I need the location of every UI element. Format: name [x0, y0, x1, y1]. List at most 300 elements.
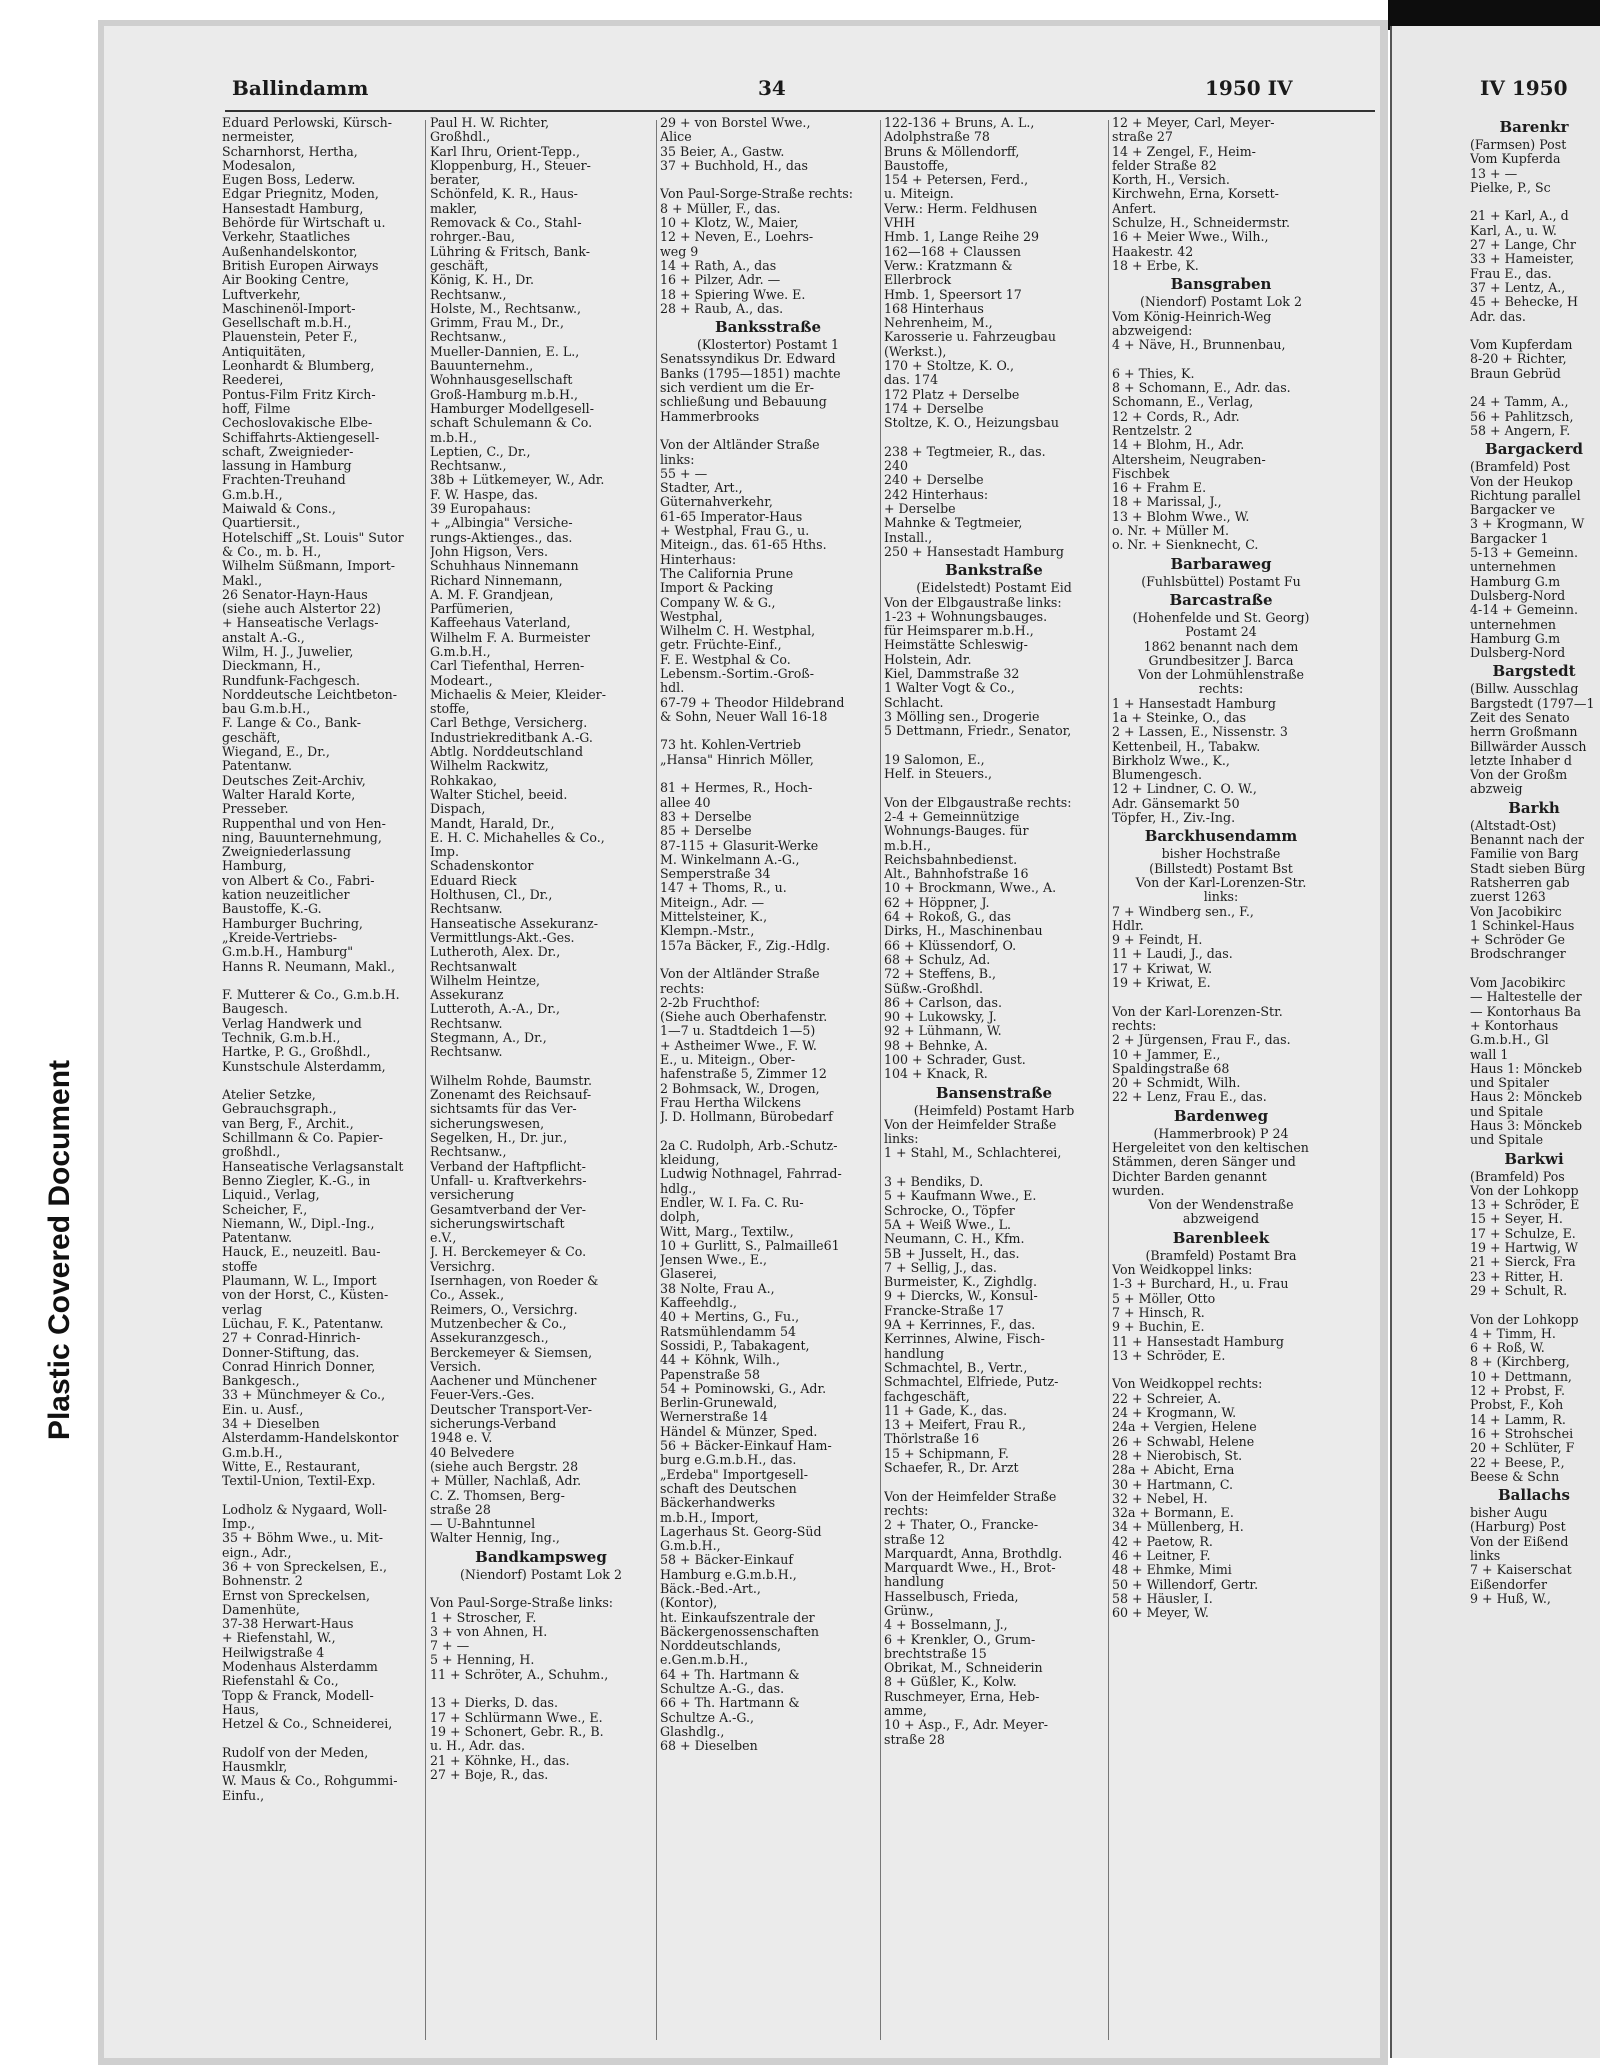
directory-entry-line: The California Prune: [660, 566, 794, 581]
directory-entry-line: 1 + Stroscher, F.: [430, 1610, 537, 1625]
directory-entry-line: [660, 953, 876, 967]
directory-entry-line: straße 28: [884, 1732, 945, 1747]
directory-entry-line: Eduard Perlowski, Kürsch-: [222, 116, 393, 130]
directory-entry-line: 1 + Stahl, M., Schlachterei,: [884, 1146, 1062, 1161]
directory-entry-line: 12 + Lindner, C. O. W.,: [1112, 782, 1257, 797]
directory-entry-line: F. E. Westphal & Co.: [660, 652, 791, 667]
directory-entry-line: [660, 424, 876, 438]
directory-entry-line: burg e.G.m.b.H., das.: [660, 1453, 797, 1468]
directory-entry-line: Von der Großm: [1470, 768, 1568, 783]
directory-entry-line: Von der Lohkopp: [1470, 1183, 1579, 1198]
street-heading: Bardenweg: [1173, 1106, 1269, 1125]
directory-entry-line: 2-2b Fruchthof:: [660, 995, 761, 1010]
directory-entry-line: Ratsherren gab: [1470, 875, 1570, 890]
directory-entry-line: 7 + Sellig, J., das.: [884, 1260, 997, 1275]
directory-entry-line: Walter Stichel, beeid.: [430, 787, 568, 802]
directory-entry-line: [660, 724, 876, 738]
directory-entry-line: hdlg.,: [660, 1181, 697, 1196]
directory-entry-line: 6 + Roß, W.: [1470, 1341, 1545, 1356]
directory-entry-line: Haus 1: Mönckeb: [1470, 1061, 1583, 1076]
directory-entry-line: 64 + Th. Hartmann &: [660, 1667, 800, 1682]
directory-entry-line: 48 + Ehmke, Mimi: [1112, 1563, 1232, 1578]
directory-entry-line: 33 + Hameister,: [1470, 252, 1575, 267]
directory-entry-line: Westphal,: [660, 609, 723, 624]
directory-entry-line: Heilwigstraße 4: [222, 1645, 325, 1660]
directory-entry-line: Jensen Wwe., E.,: [660, 1253, 768, 1268]
directory-entry-line: 10 + Asp., F., Adr. Meyer-: [884, 1718, 1048, 1733]
directory-entry-line: Hergeleitet von den keltischen: [1112, 1141, 1309, 1155]
street-heading: Bansenstraße: [935, 1083, 1053, 1102]
directory-entry-line: 37 + Lentz, A.,: [1470, 280, 1566, 295]
directory-entry-line: 83 + Derselbe: [660, 809, 752, 824]
directory-entry-line: Endler, W. I. Fa. C. Ru-: [660, 1195, 804, 1210]
directory-entry-line: Von der Elbgaustraße rechts:: [884, 795, 1072, 810]
directory-entry-line: [1470, 324, 1598, 338]
directory-entry-line: 10 + Gurlitt, S., Palmaille61: [660, 1238, 840, 1253]
directory-entry-line: 16 + Pilzer, Adr. —: [660, 273, 781, 288]
directory-entry-line: abzweig: [1470, 782, 1523, 797]
directory-entry-line: 90 + Lukowsky, J.: [884, 1010, 997, 1025]
directory-entry-line: unternehmen: [1470, 617, 1556, 632]
directory-entry-line: 40 + Mertins, G., Fu.,: [660, 1310, 800, 1325]
street-heading: Barbaraweg: [1170, 554, 1272, 573]
directory-entry-line: Modesalon,: [222, 158, 296, 173]
directory-entry-line: Lutheroth, Alex. Dr.,: [430, 945, 561, 960]
directory-entry-line: Außenhandelskontor,: [222, 244, 358, 259]
directory-entry-line: Wohnhausgesellschaft: [430, 373, 573, 388]
directory-entry-line: 3 + von Ahnen, H.: [430, 1624, 548, 1639]
directory-entry-line: 172 Platz + Derselbe: [884, 387, 1020, 402]
directory-entry-line: 1—7 u. Stadtdeich 1—5): [660, 1024, 816, 1039]
directory-entry-line: [1112, 352, 1330, 366]
directory-entry-line: wall 1: [1470, 1047, 1509, 1062]
directory-entry-line: hdl.: [660, 681, 685, 696]
directory-entry-line: G.m.b.H.,: [430, 644, 491, 659]
directory-entry-line: 122-136 + Bruns, A. L.,: [884, 116, 1035, 130]
directory-entry-line: 58 + Angern, F.: [1470, 423, 1571, 438]
directory-entry-line: 17 + Schulze, E.: [1470, 1226, 1576, 1241]
directory-entry-line: Mittelsteiner, K.,: [660, 910, 768, 925]
directory-entry-line: Lutteroth, A.-A., Dr.,: [430, 1002, 561, 1017]
directory-entry-line: 26 Senator-Hayn-Haus: [222, 587, 368, 602]
directory-entry-line: Benannt nach der: [1470, 833, 1584, 848]
directory-entry-line: Imp.,: [222, 1517, 255, 1532]
directory-entry-line: Holstein, Adr.: [884, 652, 972, 667]
directory-entry-line: unternehmen: [1470, 560, 1556, 575]
directory-entry-line: straße 28: [430, 1502, 491, 1517]
directory-entry-line: Bäckerhandwerks: [660, 1496, 776, 1511]
directory-entry-line: 250 + Hansestadt Hamburg: [884, 544, 1064, 559]
directory-entry-line: Stegmann, A., Dr.,: [430, 1031, 547, 1045]
directory-entry-line: 27 + Conrad-Hinrich-: [222, 1331, 361, 1346]
directory-entry-line: Lühring & Fritsch, Bank-: [430, 244, 591, 259]
directory-entry-line: 16 + Meier Wwe., Wilh.,: [1112, 230, 1269, 245]
street-heading: Barenkr: [1499, 118, 1569, 136]
directory-entry-line: Blumengesch.: [1112, 768, 1203, 783]
directory-entry-line: geschäft,: [430, 258, 489, 273]
directory-entry-line: 9 + Diercks, W., Konsul-: [884, 1289, 1038, 1304]
directory-entry-line: 14 + Lamm, R.: [1470, 1412, 1566, 1427]
directory-entry-line: schließung und Bebauung: [660, 395, 827, 410]
directory-entry-line: Mahnke & Tegtmeier,: [884, 516, 1023, 531]
directory-entry-line: Marquardt, Anna, Brothdlg.: [884, 1546, 1063, 1561]
directory-entry-line: Grimm, Frau M., Dr.,: [430, 316, 565, 331]
directory-entry-line: m.b.H.,: [430, 430, 477, 445]
directory-entry-line: Modenhaus Alsterdamm: [222, 1660, 378, 1675]
directory-entry-line: + Müller, Nachlaß, Adr.: [430, 1474, 582, 1489]
directory-entry-line: 238 + Tegtmeier, R., das.: [884, 444, 1046, 459]
directory-entry-line: u. H., Adr. das.: [430, 1739, 525, 1754]
directory-entry-line: M. Winkelmann A.-G.,: [660, 852, 800, 867]
directory-entry-line: (siehe auch Bergstr. 28: [430, 1459, 579, 1474]
directory-entry-line: Von Jacobikirc: [1470, 904, 1562, 919]
directory-entry-line: 1-23 + Wohnungsbauges.: [884, 609, 1048, 624]
directory-entry-line: 14 + Blohm, H., Adr.: [1112, 438, 1245, 453]
directory-entry-line: Ludwig Nothnagel, Fahrrad-: [660, 1167, 842, 1182]
directory-entry-line: Karl Ihru, Orient-Tepp.,: [430, 144, 580, 159]
street-heading: Barenbleek: [1172, 1228, 1270, 1247]
directory-entry-line: Reederei,: [222, 373, 284, 388]
directory-entry-line: Patentanw.: [222, 759, 293, 774]
directory-entry-line: 34 + Dieselben: [222, 1417, 320, 1432]
directory-entry-line: Leonhardt & Blumberg,: [222, 359, 375, 374]
directory-entry-line: 5 + Möller, Otto: [1112, 1291, 1216, 1306]
directory-entry-line: G.m.b.H.,: [222, 1445, 283, 1460]
directory-entry-line: 6 + Krenkler, O., Grum-: [884, 1632, 1036, 1647]
directory-entry-line: 5 Dettmann, Friedr., Senator,: [884, 724, 1072, 739]
directory-entry-line: Helf. in Steuers.,: [884, 767, 993, 782]
directory-entry-line: 29 + von Borstel Wwe.,: [660, 116, 811, 130]
directory-entry-line: allee 40: [660, 795, 711, 810]
directory-entry-line: Segelken, H., Dr. jur.,: [430, 1131, 568, 1146]
directory-entry-line: Scheicher, F.,: [222, 1202, 308, 1217]
directory-entry-line: Luftverkehr,: [222, 287, 301, 302]
directory-entry-line: rechts:: [1112, 1018, 1157, 1033]
directory-entry-line: Co., Assek.,: [430, 1288, 505, 1303]
directory-entry-line: Hasselbusch, Frieda,: [884, 1589, 1019, 1604]
directory-entry-line: Stadt sieben Bürg: [1470, 861, 1586, 876]
directory-entry-line: Altersheim, Neugraben-: [1112, 452, 1266, 467]
directory-entry-line: Frau Hertha Wilckens: [660, 1095, 802, 1110]
directory-entry-line: Verkehr, Staatliches: [222, 230, 351, 245]
directory-entry-line: herrn Großmann: [1470, 725, 1578, 740]
directory-entry-line: Eugen Boss, Lederw.: [222, 173, 356, 188]
directory-entry-line: nermeister,: [222, 130, 295, 145]
directory-entry-line: 92 + Lühmann, W.: [884, 1024, 1002, 1039]
directory-entry-line: Schomann, E., Verlag,: [1112, 395, 1254, 410]
directory-entry-line: Wilm, H. J., Juwelier,: [222, 644, 354, 659]
directory-entry-line: bau G.m.b.H.,: [222, 702, 311, 717]
directory-entry-line: VHH: [884, 216, 916, 231]
directory-entry-line: 56 + Bäcker-Einkauf Ham-: [660, 1439, 832, 1454]
directory-entry-line: Niemann, W., Dipl.-Ing.,: [222, 1216, 375, 1231]
directory-entry-line: Lüchau, F. K., Patentanw.: [222, 1316, 384, 1331]
directory-entry-line: [660, 767, 876, 781]
directory-entry-line: Hausmklr,: [222, 1760, 288, 1775]
column-divider: [1108, 120, 1109, 2040]
directory-entry-line: W. Maus & Co., Rohgummi-: [222, 1774, 398, 1789]
directory-entry-line: 61-65 Imperator-Haus: [660, 509, 803, 524]
directory-entry-line: J. H. Berckemeyer & Co.: [430, 1245, 587, 1260]
directory-entry-line: Rechtsanw.: [430, 1016, 503, 1031]
directory-entry-line: Parfümerien,: [430, 602, 514, 617]
directory-entry-line: Spaldingstraße 68: [1112, 1061, 1230, 1076]
directory-entry-line: Bäck.-Bed.-Art.,: [660, 1581, 761, 1596]
directory-entry-line: (Siehe auch Oberhafenstr.: [660, 1010, 828, 1025]
directory-entry-line: E. H. C. Michahelles & Co.,: [430, 830, 605, 845]
directory-entry-line: 100 + Schrader, Gust.: [884, 1053, 1026, 1067]
directory-entry-line: 154 + Petersen, Ferd.,: [884, 173, 1029, 188]
directory-entry-line: Deutsches Zeit-Archiv,: [222, 773, 366, 788]
directory-entry-line: & Co., m. b. H.,: [222, 544, 322, 559]
directory-entry-line: 9 + Huß, W.,: [1470, 1591, 1551, 1606]
directory-entry-line: Wilhelm C. H. Westphal,: [660, 624, 816, 639]
directory-entry-line: Vom Kupferda: [1470, 152, 1561, 167]
directory-entry-line: sichtsamts für das Ver-: [430, 1102, 577, 1117]
directory-entry-line: Unfall- u. Kraftverkehrs-: [430, 1173, 587, 1188]
directory-entry-line: Kiel, Dammstraße 32: [884, 666, 1020, 681]
directory-entry-line: 104 + Knack, R.: [884, 1067, 988, 1082]
directory-entry-line: e.Gen.m.b.H.,: [660, 1653, 749, 1668]
directory-entry-line: Removack & Co., Stahl-: [430, 216, 582, 231]
directory-entry-line: 62 + Höppner, J.: [884, 895, 990, 910]
header-rule: [225, 110, 1375, 112]
directory-entry-line: 28 + Nierobisch, St.: [1112, 1448, 1243, 1463]
directory-entry-line: Rechtsanw.: [430, 1045, 503, 1060]
directory-entry-line: (siehe auch Alstertor 22): [222, 602, 381, 617]
directory-entry-line: Rudolf von der Meden,: [222, 1745, 369, 1760]
directory-entry-line: Dispach,: [430, 802, 486, 817]
directory-entry-line: (Bramfeld) Post: [1470, 460, 1570, 475]
directory-entry-line: Technik, G.m.b.H.,: [222, 1031, 341, 1045]
directory-entry-line: Presseber.: [222, 802, 289, 817]
directory-entry-line: 32 + Nebel, H.: [1112, 1491, 1208, 1506]
directory-entry-line: Michaelis & Meier, Kleider-: [430, 687, 606, 702]
street-heading: Banksstraße: [714, 318, 822, 337]
directory-entry-line: Von der Eißend: [1470, 1534, 1569, 1549]
directory-entry-line: F. W. Haspe, das.: [430, 487, 539, 502]
directory-entry-line: 60 + Meyer, W.: [1112, 1606, 1209, 1621]
directory-entry-line: Schönfeld, K. R., Haus-: [430, 187, 578, 202]
directory-entry-line: Von der Altländer Straße: [660, 967, 820, 982]
directory-entry-line: [1470, 1298, 1598, 1312]
street-info-line: links:: [1203, 890, 1239, 905]
directory-entry-line: Cechoslovakische Elbe-: [222, 416, 373, 431]
directory-entry-line: Antiquitäten,: [222, 344, 306, 359]
directory-entry-line: für Heimsparer m.b.H.,: [884, 624, 1034, 639]
street-heading: Barckhusendamm: [1144, 827, 1298, 846]
directory-entry-line: 147 + Thoms, R., u.: [660, 881, 787, 896]
directory-entry-line: Semperstraße 34: [660, 867, 771, 882]
directory-entry-line: Papenstraße 58: [660, 1367, 760, 1382]
directory-entry-line: (Billw. Ausschlag: [1470, 682, 1579, 697]
directory-entry-line: Atelier Setzke,: [222, 1088, 316, 1103]
directory-entry-line: 18 + Erbe, K.: [1112, 258, 1199, 273]
directory-entry-line: Rohkakao,: [430, 773, 498, 788]
directory-entry-line: Alice: [660, 130, 692, 145]
directory-entry-line: 13 + Blohm Wwe., W.: [1112, 509, 1250, 524]
directory-entry-line: Baustoffe,: [884, 158, 949, 173]
directory-entry-line: m.b.H.,: [884, 838, 931, 853]
directory-entry-line: 58 + Bäcker-Einkauf: [660, 1553, 794, 1568]
directory-entry-line: 12 + Neven, E., Loehrs-: [660, 230, 814, 245]
directory-entry-line: Verw.: Kratzmann &: [884, 258, 1013, 273]
directory-entry-line: 21 + Karl, A., d: [1470, 209, 1569, 224]
directory-entry-line: Hanseatische Verlagsanstalt: [222, 1159, 404, 1174]
directory-entry-line: Schaefer, R., Dr. Arzt: [884, 1461, 1019, 1476]
street-heading: Bansgraben: [1170, 275, 1272, 294]
directory-entry-line: Heimstätte Schleswig-: [884, 638, 1028, 653]
directory-entry-line: + Kontorhaus: [1470, 1018, 1559, 1033]
directory-entry-line: Hmb. 1, Lange Reihe 29: [884, 230, 1040, 245]
directory-entry-line: [430, 1682, 652, 1696]
directory-entry-line: 64 + Rokoß, G., das: [884, 910, 1011, 925]
directory-entry-line: Töpfer, H., Ziv.-Ing.: [1112, 811, 1236, 826]
directory-entry-line: 1948 e. V.: [430, 1431, 493, 1446]
directory-entry-line: + Westphal, Frau G., u.: [660, 524, 810, 539]
directory-entry-line: Karosserie u. Fahrzeugbau: [884, 330, 1056, 345]
directory-entry-line: straße 12: [884, 1532, 945, 1547]
directory-entry-line: Conrad Hinrich Donner,: [222, 1359, 376, 1374]
directory-entry-line: sicherungswirtschaft: [430, 1216, 565, 1231]
directory-entry-line: (Werkst.),: [884, 344, 947, 359]
directory-entry-line: Haus 2: Mönckeb: [1470, 1090, 1583, 1105]
directory-entry-line: Kunstschule Alsterdamm,: [222, 1059, 386, 1074]
directory-entry-line: Rechtsanwalt: [430, 959, 517, 974]
directory-entry-line: 157a Bäcker, F., Zig.-Hdlg.: [660, 938, 831, 953]
directory-entry-line: ht. Einkaufszentrale der: [660, 1610, 815, 1625]
directory-entry-line: Scharnhorst, Hertha,: [222, 144, 358, 159]
directory-entry-line: Company W. & G.,: [660, 595, 776, 610]
directory-entry-line: J. D. Hollmann, Bürobedarf: [660, 1110, 833, 1125]
directory-entry-line: 38 Nolte, Frau A.,: [660, 1281, 775, 1296]
directory-entry-line: Reichsbahnbedienst.: [884, 852, 1018, 867]
directory-entry-line: Holthusen, Cl., Dr.,: [430, 888, 553, 903]
directory-entry-line: Grünw.,: [884, 1603, 934, 1618]
directory-entry-line: Vom Jacobikirc: [1470, 976, 1566, 991]
directory-entry-line: (Bramfeld) Pos: [1470, 1169, 1565, 1184]
directory-entry-line: Familie von Barg: [1470, 847, 1579, 862]
directory-entry-line: Berckemeyer & Siemsen,: [430, 1345, 593, 1360]
street-info-line: Von der Karl-Lorenzen-Str.: [1135, 875, 1307, 890]
directory-entry-line: Hotelschiff „St. Louis" Sutor: [222, 530, 404, 545]
directory-entry-line: 21 + Köhnke, H., das.: [430, 1753, 570, 1768]
directory-entry-line: Glaserei,: [660, 1267, 718, 1282]
directory-entry-line: Obrikat, M., Schneiderin: [884, 1661, 1043, 1676]
street-info-line: (Hammerbrook) P 24: [1153, 1126, 1289, 1141]
directory-entry-line: schaft Schulemann & Co.: [430, 416, 593, 431]
directory-entry-line: [222, 974, 422, 988]
directory-entry-line: handlung: [884, 1575, 945, 1590]
directory-entry-line: 54 + Pominowski, G., Adr.: [660, 1381, 827, 1396]
directory-entry-line: Adr. Gänsemarkt 50: [1112, 796, 1240, 811]
directory-entry-line: und Spitaler: [1470, 1076, 1550, 1091]
directory-entry-line: sicherungswesen,: [430, 1116, 545, 1131]
directory-entry-line: Alt., Bahnhofstraße 16: [884, 867, 1029, 882]
directory-entry-line: Industriekreditbank A.-G.: [430, 730, 593, 745]
directory-entry-line: Lebensm.-Sortim.-Groß-: [660, 666, 814, 681]
directory-entry-line: 22 + Beese, P.,: [1470, 1455, 1565, 1470]
directory-entry-line: 19 + Schonert, Gebr. R., B.: [430, 1724, 604, 1739]
directory-entry-line: Kloppenburg, H., Steuer-: [430, 158, 591, 173]
directory-entry-line: Groß-Hamburg m.b.H.,: [430, 387, 579, 402]
directory-entry-line: brechtstraße 15: [884, 1646, 987, 1661]
directory-entry-line: kation neuzeitlicher: [222, 888, 350, 903]
directory-entry-line: 45 + Behecke, H: [1470, 295, 1578, 310]
street-info-line: (Heimfeld) Postamt Harb: [913, 1103, 1075, 1118]
directory-entry-line: Carl Tiefenthal, Herren-: [430, 659, 585, 674]
directory-entry-line: 4 + Näve, H., Brunnenbau,: [1112, 338, 1286, 353]
directory-entry-line: kleidung,: [660, 1153, 720, 1168]
street-info-line: Grundbesitzer J. Barca: [1148, 653, 1294, 668]
directory-entry-line: letzte Inhaber d: [1470, 753, 1572, 768]
directory-entry-line: versicherung: [430, 1188, 514, 1203]
directory-entry-line: 30 + Hartmann, C.: [1112, 1477, 1234, 1492]
street-info-line: rechts:: [1198, 682, 1244, 697]
directory-entry-line: 9 + Buchin, E.: [1112, 1320, 1205, 1335]
directory-entry-line: + Astheimer Wwe., F. W.: [660, 1038, 817, 1053]
directory-entry-line: Alsterdamm-Handelskontor: [222, 1431, 399, 1446]
directory-entry-line: 42 + Paetow, R.: [1112, 1534, 1213, 1549]
directory-entry-line: lassung in Hamburg: [222, 459, 352, 474]
directory-entry-line: 29 + Schult, R.: [1470, 1283, 1568, 1298]
directory-entry-line: Bankgesch.,: [222, 1374, 300, 1389]
directory-entry-line: Plaumann, W. L., Import: [222, 1274, 377, 1289]
directory-entry-line: Von Weidkoppel rechts:: [1112, 1377, 1263, 1392]
directory-entry-line: 68 + Dieselben: [660, 1739, 758, 1754]
directory-entry-line: Pielke, P., Sc: [1470, 180, 1551, 195]
directory-entry-line: rechts:: [660, 981, 705, 996]
directory-entry-line: „Hansa" Hinrich Möller,: [660, 752, 814, 767]
directory-entry-line: links:: [884, 1132, 919, 1147]
directory-entry-line: 24 + Krogmann, W.: [1112, 1406, 1237, 1421]
year-volume: 1950 IV: [1205, 76, 1293, 100]
directory-entry-line: felder Straße 82: [1112, 158, 1217, 173]
directory-entry-line: Imp.: [430, 845, 459, 860]
directory-entry-line: Burmeister, K., Zighdlg.: [884, 1275, 1037, 1290]
directory-entry-line: 9A + Kerrinnes, F., das.: [884, 1318, 1036, 1333]
street-info-line: (Bramfeld) Postamt Bra: [1145, 1248, 1297, 1263]
directory-entry-line: 56 + Pahlitzsch,: [1470, 409, 1574, 424]
directory-entry-line: G.m.b.H., Hamburg": [222, 945, 354, 960]
directory-entry-line: 36 + von Spreckelsen, E.,: [222, 1559, 387, 1574]
directory-entry-line: Schultze A.-G., das.: [660, 1682, 785, 1697]
directory-entry-line: G.m.b.H.,: [222, 487, 283, 502]
directory-entry-line: weg 9: [660, 244, 699, 259]
directory-entry-line: Haakestr. 42: [1112, 244, 1194, 259]
directory-entry-line: Wohnungs-Bauges. für: [884, 824, 1029, 839]
directory-entry-line: Händel & Münzer, Sped.: [660, 1424, 818, 1439]
directory-entry-line: — Kontorhaus Ba: [1470, 1004, 1581, 1019]
directory-entry-line: 67-79 + Theodor Hildebrand: [660, 695, 845, 710]
directory-entry-line: sich verdient um die Er-: [660, 381, 815, 396]
column-1: [222, 116, 422, 1803]
directory-entry-line: [222, 1732, 422, 1746]
directory-entry-line: m.b.H., Import,: [660, 1510, 759, 1525]
directory-entry-line: Topp & Franck, Modell-: [222, 1688, 374, 1703]
directory-entry-line: + Schröder Ge: [1470, 933, 1566, 948]
directory-entry-line: Wilhelm Rohde, Baumstr.: [430, 1073, 592, 1088]
directory-entry-line: Hdlr.: [1112, 918, 1144, 933]
directory-entry-line: Von Weidkoppel links:: [1112, 1263, 1253, 1278]
directory-entry-line: Hauck, E., neuzeitl. Bau-: [222, 1245, 381, 1260]
directory-entry-line: 14 + Zengel, F., Heim-: [1112, 144, 1256, 159]
directory-entry-line: 3 + Bendiks, D.: [884, 1175, 984, 1190]
directory-entry-line: 23 + Ritter, H.: [1470, 1269, 1564, 1284]
directory-entry-line: 7 + Windberg sen., F.,: [1112, 904, 1254, 919]
directory-entry-line: [1112, 1363, 1330, 1377]
directory-entry-line: Walter Harald Korte,: [222, 787, 356, 802]
